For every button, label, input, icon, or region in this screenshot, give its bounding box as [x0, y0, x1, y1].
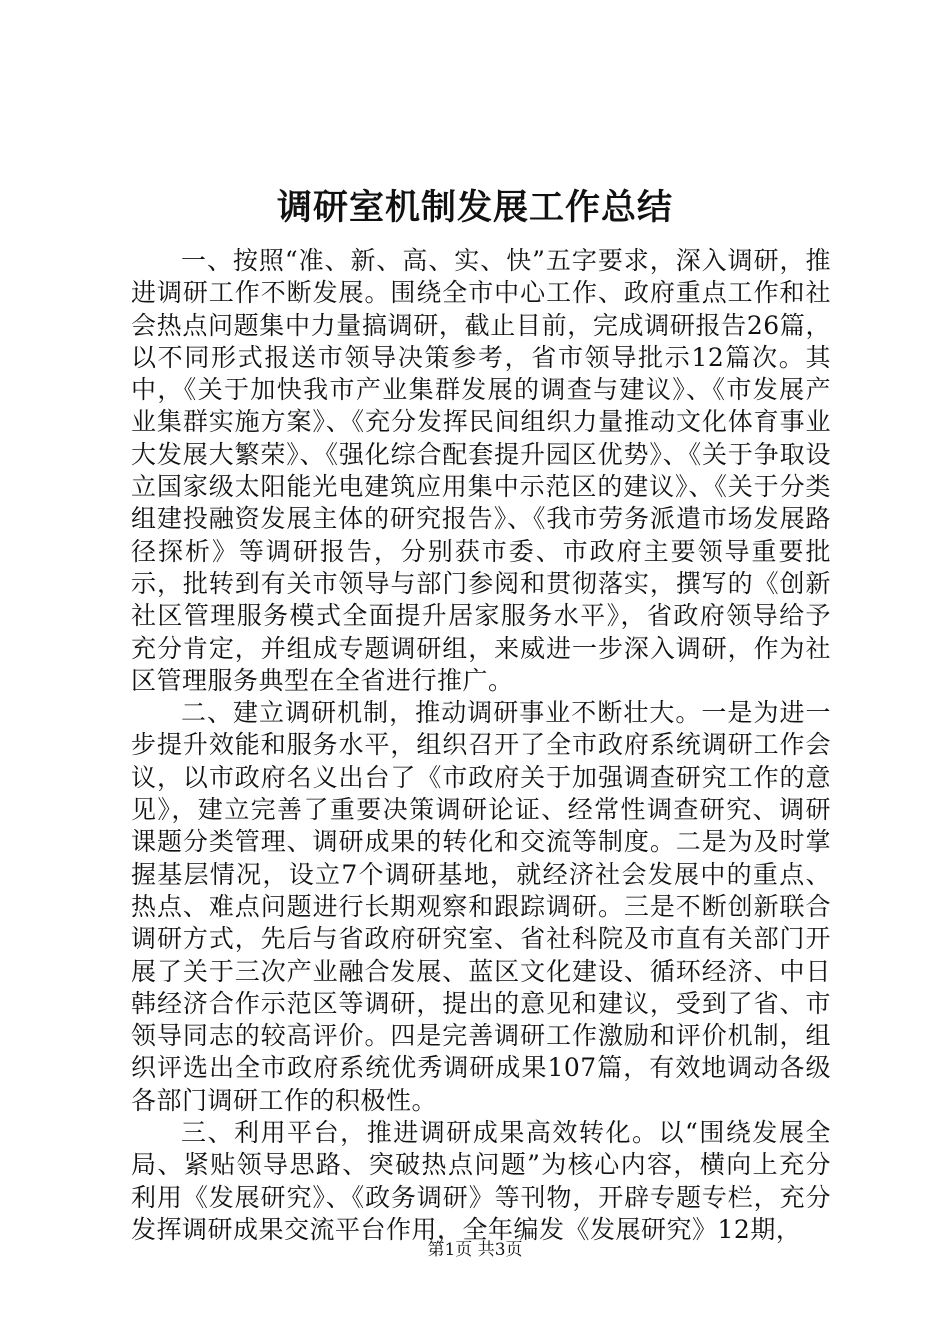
- paragraph-1: 一、按照“准、新、高、实、快”五字要求，深入调研，推进调研工作不断发展。围绕全市中心工作、政府重点工作和社会热点问题集中力量搞调研，截止目前，完成调研报告26篇，以不同形式报送市领导决策参考，省市领导批示12篇次。其中，《关于加快我市产业集群发展的调查与建议》、《市发展产业集群实施方案》、《充分发挥民间组织力量推动文化体育事业大发展大繁荣》、《强化综合配套提升园区优势》、《关于争取设立国家级太阳能光电建筑应用集中示范区的建议》、《关于分类组建投融资发展主体的研究报告》、《我市劳务派遣市场发展路径探析》等调研报告，分别获市委、市政府主要领导重要批示，批转到有关市领导与部门参阅和贯彻落实，撰写的《创新社区管理服务模式全面提升居家服务水平》，省政府领导给予充分肯定，并组成专题调研组，来威进一步深入调研，作为社区管理服务典型在全省进行推广。: [131, 246, 831, 695]
- paragraph-3: 三、利用平台，推进调研成果高效转化。以“围绕发展全局、紧贴领导思路、突破热点问题”为核心内容，横向上充分利用《发展研究》、《政务调研》等刊物，开辟专题专栏，充分发挥调研成果交流平台作用，全年编发《发展研究》12期，: [131, 1118, 831, 1244]
- page-number-footer: 第1页 共3页: [427, 1240, 523, 1260]
- document-body: [131, 245, 831, 1246]
- paragraph-2: 二、建立调研机制，推动调研事业不断壮大。一是为进一步提升效能和服务水平，组织召开了全市政府系统调研工作会议，以市政府名义出台了《市政府关于加强调查研究工作的意见》，建立完善了重要决策调研论证、经常性调查研究、调研课题分类管理、调研成果的转化和交流等制度。二是为及时掌握基层情况，设立7个调研基地，就经济社会发展中的重点、热点、难点问题进行长期观察和跟踪调研。三是不断创新联合调研方式，先后与省政府研究室、省社科院及市直有关部门开展了关于三次产业融合发展、蓝区文化建设、循环经济、中日韩经济合作示范区等调研，提出的意见和建议，受到了省、市领导同志的较高评价。四是完善调研工作激励和评价机制，组织评选出全市政府系统优秀调研成果107篇，有效地调动各级各部门调研工作的积极性。: [131, 698, 831, 1115]
- document-title: 调研室机制发展工作总结: [276, 188, 673, 228]
